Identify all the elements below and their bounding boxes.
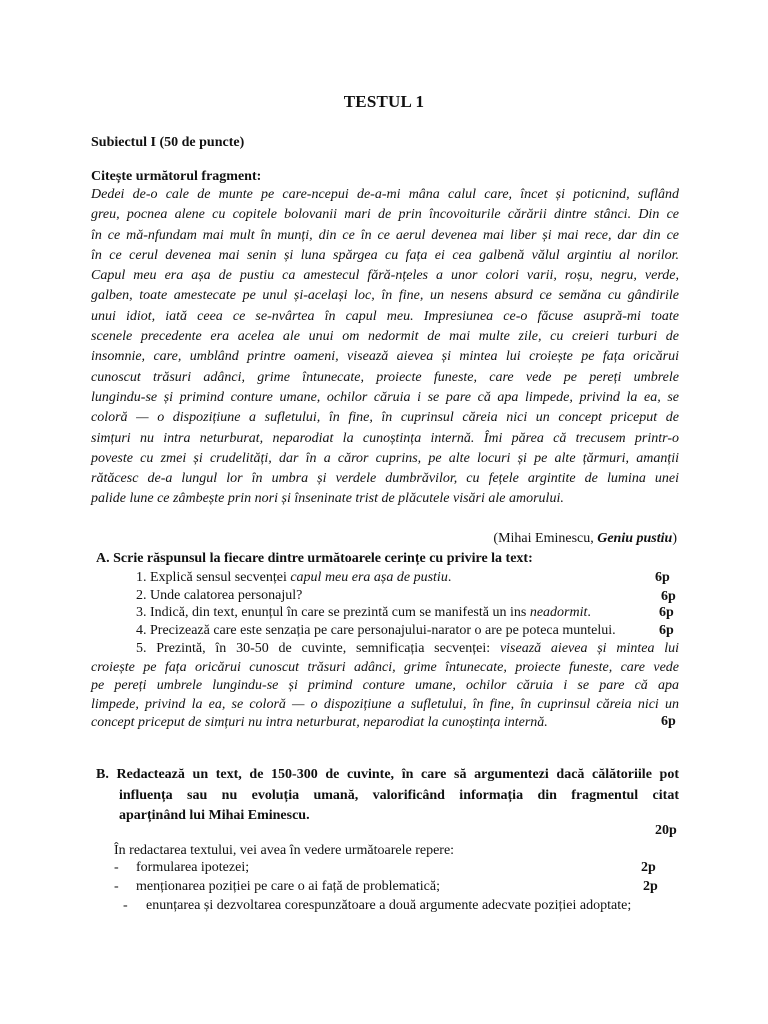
subject-heading: Subiectul I (50 de puncte) bbox=[91, 135, 245, 150]
fragment-line: în ce mă-nfundam mai mult în munți, din ce în ce aerul devenea mai liber și mai rece, dar din ce bbox=[91, 227, 679, 243]
question-1-text: 1. Explică sensul secvenței bbox=[136, 570, 291, 585]
question-3-points: 6p bbox=[659, 605, 674, 620]
source-citation bbox=[493, 531, 677, 547]
fragment-line: Dedei de-o cale de munte pe care-ncepui de-a-mi mâna calul care, încet și poticnind, suflând bbox=[91, 187, 679, 202]
question-5-quote: visează aievea și mintea lui bbox=[499, 641, 680, 656]
fragment-line: simțuri nu intra neturburat, neparodiat la cunoștința internă. Îmi părea că trecusem printr-o bbox=[91, 430, 679, 446]
source-author: (Mihai Eminescu, bbox=[493, 531, 598, 546]
question-1 bbox=[136, 570, 451, 586]
question-2-points: 6p bbox=[661, 589, 676, 604]
page-title: TESTUL 1 bbox=[343, 92, 425, 111]
criterion-text: formularea ipotezei; bbox=[136, 860, 250, 875]
literary-fragment bbox=[91, 185, 679, 510]
part-b-line: influența sau nu evoluția umană, valorificând informația din fragmentul citat bbox=[119, 787, 679, 803]
question-5 bbox=[91, 640, 679, 733]
fragment-line: palide lune ce zâmbește prin nori și înseninate trist de plăcutele visări ale amorului. bbox=[91, 491, 564, 507]
criterion-bullet: - bbox=[114, 879, 119, 894]
part-b-line: B. Redactează un text, de 150-300 de cuvinte, în care să argumentezi dacă călătoriile pot bbox=[96, 767, 679, 782]
read-instruction: Citește următorul fragment: bbox=[91, 169, 262, 184]
fragment-line: coloră — o dispozițiune a sufletului, în fine, în cuprinsul căreia nici un concept priceput de bbox=[91, 410, 679, 426]
question-4-points: 6p bbox=[659, 623, 674, 638]
fragment-line: în ce cerul devenea mai senin și luna spărgea cu fața ei cea galbenă vălul argintiu al norilor. bbox=[91, 247, 679, 263]
fragment-line: insomnie, care, umblând printre oameni, visează aievea și mintea lui croiește pe fața oricărui bbox=[91, 349, 679, 365]
fragment-line: greu, pocnea alene cu copitele bolovanii mari de prin încovoiturile cărării dintre stânci. Din ce bbox=[91, 207, 679, 223]
question-5-line: croiește pe fața oricărui cunoscut trăsuri adânci, grime întunecate, proiecte funeste, care vede bbox=[91, 659, 679, 675]
question-3 bbox=[136, 605, 591, 621]
part-b-task bbox=[96, 765, 679, 827]
fragment-line: galben, toate amestecate pe unul și-același loc, în fine, un nesens absurd ce semăna cu gândirile bbox=[91, 288, 679, 304]
part-a-heading: A. Scrie răspunsul la fiecare dintre următoarele cerințe cu privire la text: bbox=[96, 551, 533, 566]
question-1-end: . bbox=[447, 570, 452, 585]
source-work: Geniu pustiu bbox=[597, 531, 673, 546]
question-5-line: limpede, privind la ea, se coloră — o dispozițiune a sufletului, în fine, în cuprinsul căreia nici un bbox=[91, 696, 679, 712]
question-3-end: . bbox=[587, 605, 591, 620]
fragment-line: rătăcesc de-a lungul lor în umbra și verdele dumbrăvilor, cu fețele argintite de lumina unei bbox=[91, 471, 679, 487]
criterion-bullet: - bbox=[114, 860, 119, 875]
criterion-text: enunțarea și dezvoltarea corespunzătoare a două argumente adecvate poziției adoptate; bbox=[146, 898, 632, 913]
question-3-quote: neadormit bbox=[529, 605, 588, 620]
fragment-line: lungindu-se și primind conture umane, ochilor căruia i se pare că apa limpede, privind la ea, se bbox=[91, 389, 679, 405]
question-5-line bbox=[91, 640, 679, 659]
criteria-intro: În redactarea textului, vei avea în vedere următoarele repere: bbox=[114, 843, 455, 858]
question-5-text: 5. Prezintă, în 30-50 de cuvinte, semnificația secvenței: bbox=[136, 641, 500, 656]
fragment-line: poveste cu zmei și crudelități, dar în a căror cuprins, pe alte locuri și pe alte țărmuri, amanții bbox=[91, 450, 679, 466]
criterion-points: 2p bbox=[643, 879, 658, 894]
criterion-bullet: - bbox=[123, 898, 128, 913]
fragment-line: cunoscut trăsuri adânci, grime întunecate, proiecte funeste, care vede pe pereți umbrele bbox=[91, 369, 679, 385]
part-b-line: aparținând lui Mihai Eminescu. bbox=[119, 808, 310, 823]
question-1-points: 6p bbox=[655, 570, 670, 585]
part-b-points: 20p bbox=[655, 823, 677, 838]
fragment-line: unui idiot, iată ceea ce se-nvârtea în capul meu. Impresiunea ce-o făcuse asupră-mi toate bbox=[91, 308, 679, 324]
question-4: 4. Precizează care este senzația pe care personajului-narator o are pe poteca muntelui. bbox=[136, 623, 616, 638]
source-close: ) bbox=[672, 531, 677, 546]
question-2: 2. Unde calatorea personajul? bbox=[136, 588, 303, 603]
question-3-text: 3. Indică, din text, enunțul în care se prezintă cum se manifestă un ins bbox=[136, 605, 530, 620]
question-1-quote: capul meu era așa de pustiu bbox=[290, 570, 448, 585]
criterion-text: menționarea poziției pe care o ai față de problematică; bbox=[136, 879, 440, 894]
fragment-line: Capul meu era așa de pustiu ca amestecul fără-nțeles a unor colori varii, roșu, negru, verde, bbox=[91, 268, 679, 284]
criterion-points: 2p bbox=[641, 860, 656, 875]
fragment-line: scenele precedente era acelea ale unui om nedormit de mai multe zile, cu creieri turburi de bbox=[91, 329, 679, 345]
question-5-points: 6p bbox=[661, 714, 676, 729]
question-5-line: pe pereți umbrele lungindu-se și primind conture umane, ochilor căruia i se pare că apa bbox=[91, 678, 679, 693]
question-5-line: concept priceput de simțuri nu intra neturburat, neparodiat la cunoștința internă. bbox=[91, 715, 548, 730]
